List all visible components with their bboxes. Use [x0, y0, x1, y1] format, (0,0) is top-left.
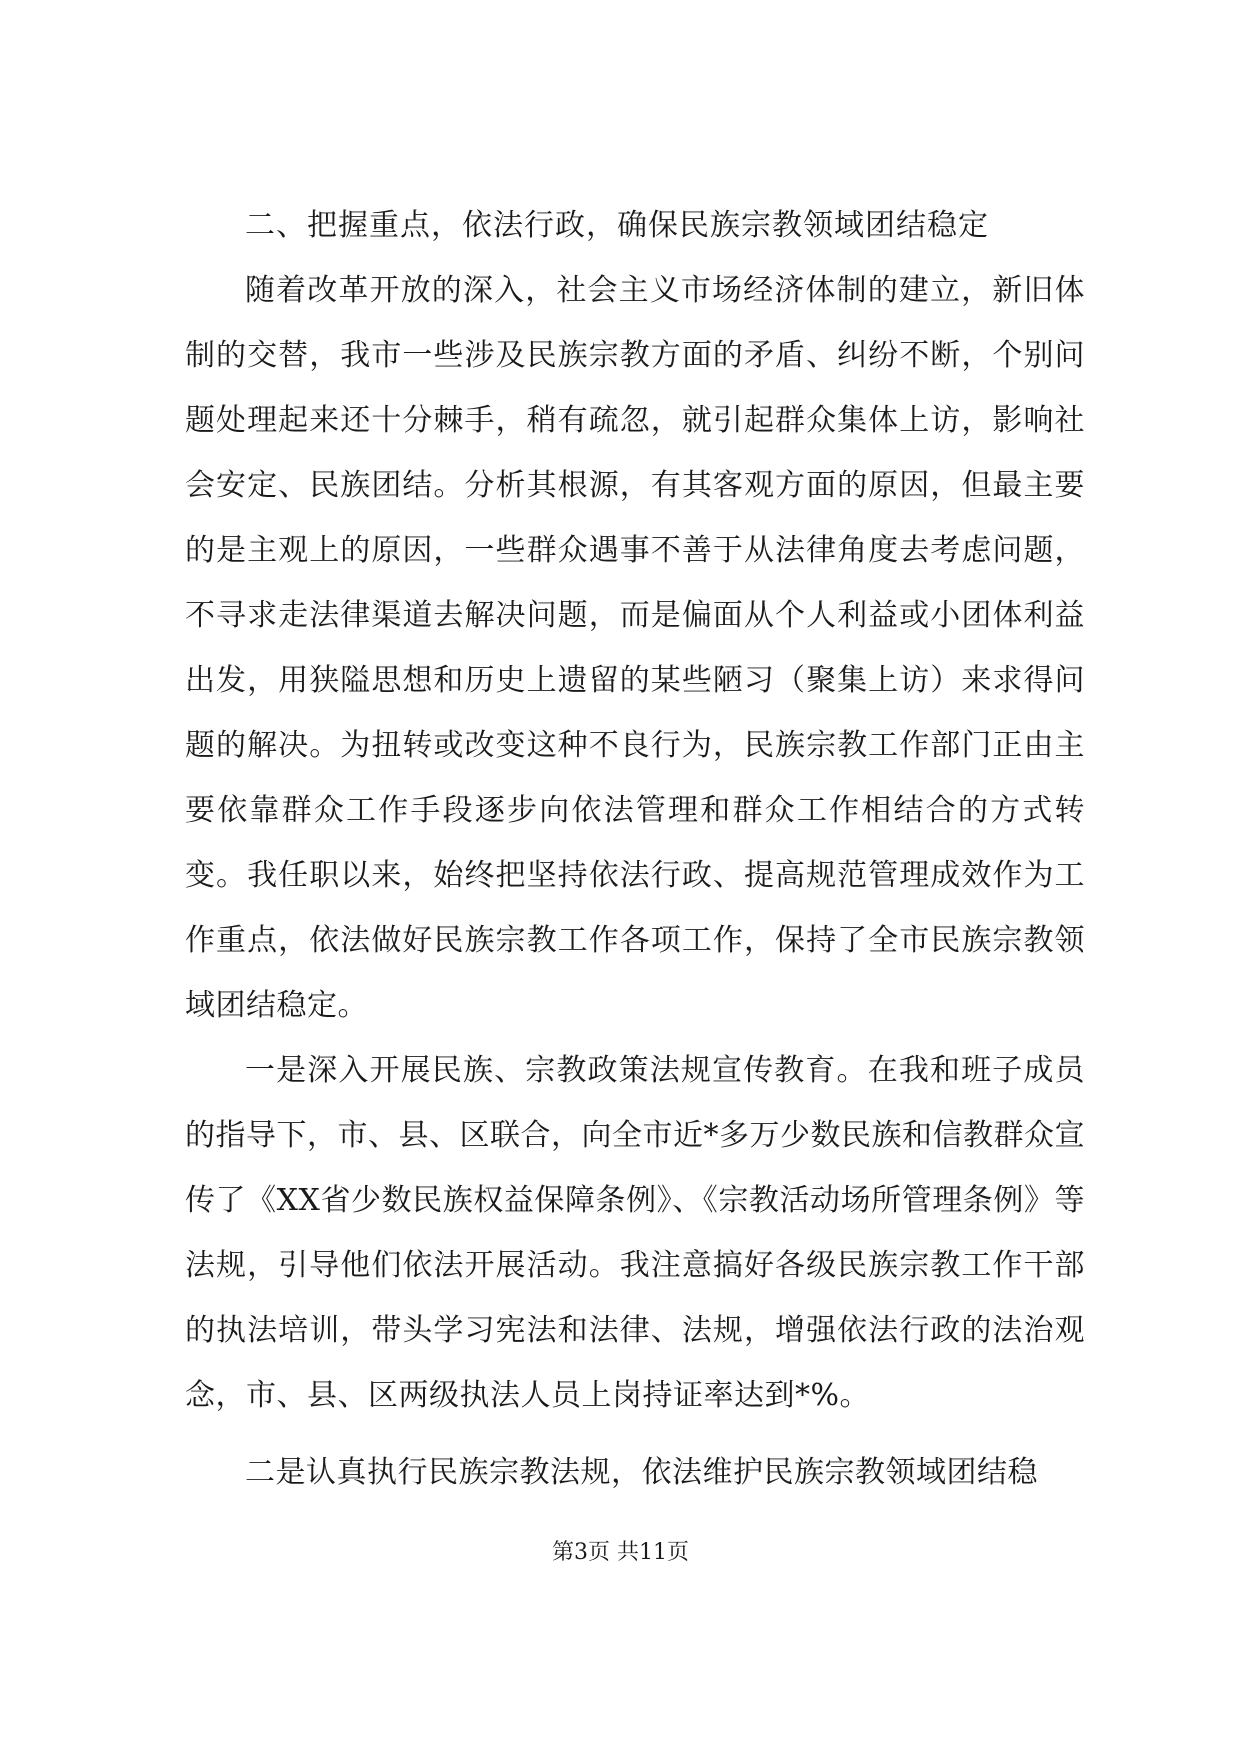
paragraph-2: 一是深入开展民族、宗教政策法规宣传教育。在我和班子成员的指导下，市、县、区联合，向全市近*多万少数民族和信教群众宣传了《XX省少数民族权益保障条例》、《宗教活动场所管理条例》等法规，引导他们依法开展活动。我注意搞好各级民族宗教工作干部的执法培训，带头学习宪法和法律、法规，增强依法行政的法治观念，市、县、区两级执法人员上岗持证率达到*%。 — [185, 1053, 1085, 1413]
page-number-footer: 第3页 共11页 — [552, 1540, 689, 1565]
paragraph-1: 随着改革开放的深入，社会主义市场经济体制的建立，新旧体制的交替，我市一些涉及民族宗教方面的矛盾、纠纷不断，个别问题处理起来还十分棘手，稍有疏忽，就引起群众集体上访，影响社会安定、民族团结。分析其根源，有其客观方面的原因，但最主要的是主观上的原因，一些群众遇事不善于从法律角度去考虑问题，不寻求走法律渠道去解决问题，而是偏面从个人利益或小团体利益出发，用狭隘思想和历史上遗留的某些陋习（聚集上访）来求得问题的解决。为扭转或改变这种不良行为，民族宗教工作部门正由主要依靠群众工作手段逐步向依法管理和群众工作相结合的方式转变。我任职以来，始终把坚持依法行政、提高规范管理成效作为工作重点，依法做好民族宗教工作各项工作，保持了全市民族宗教领域团结稳定。 — [185, 273, 1085, 1023]
section-heading: 二、把握重点，依法行政，确保民族宗教领域团结稳定 — [245, 208, 989, 243]
paragraph-3: 二是认真执行民族宗教法规，依法维护民族宗教领域团结稳 — [245, 1455, 1038, 1490]
document-body — [185, 193, 1085, 1505]
